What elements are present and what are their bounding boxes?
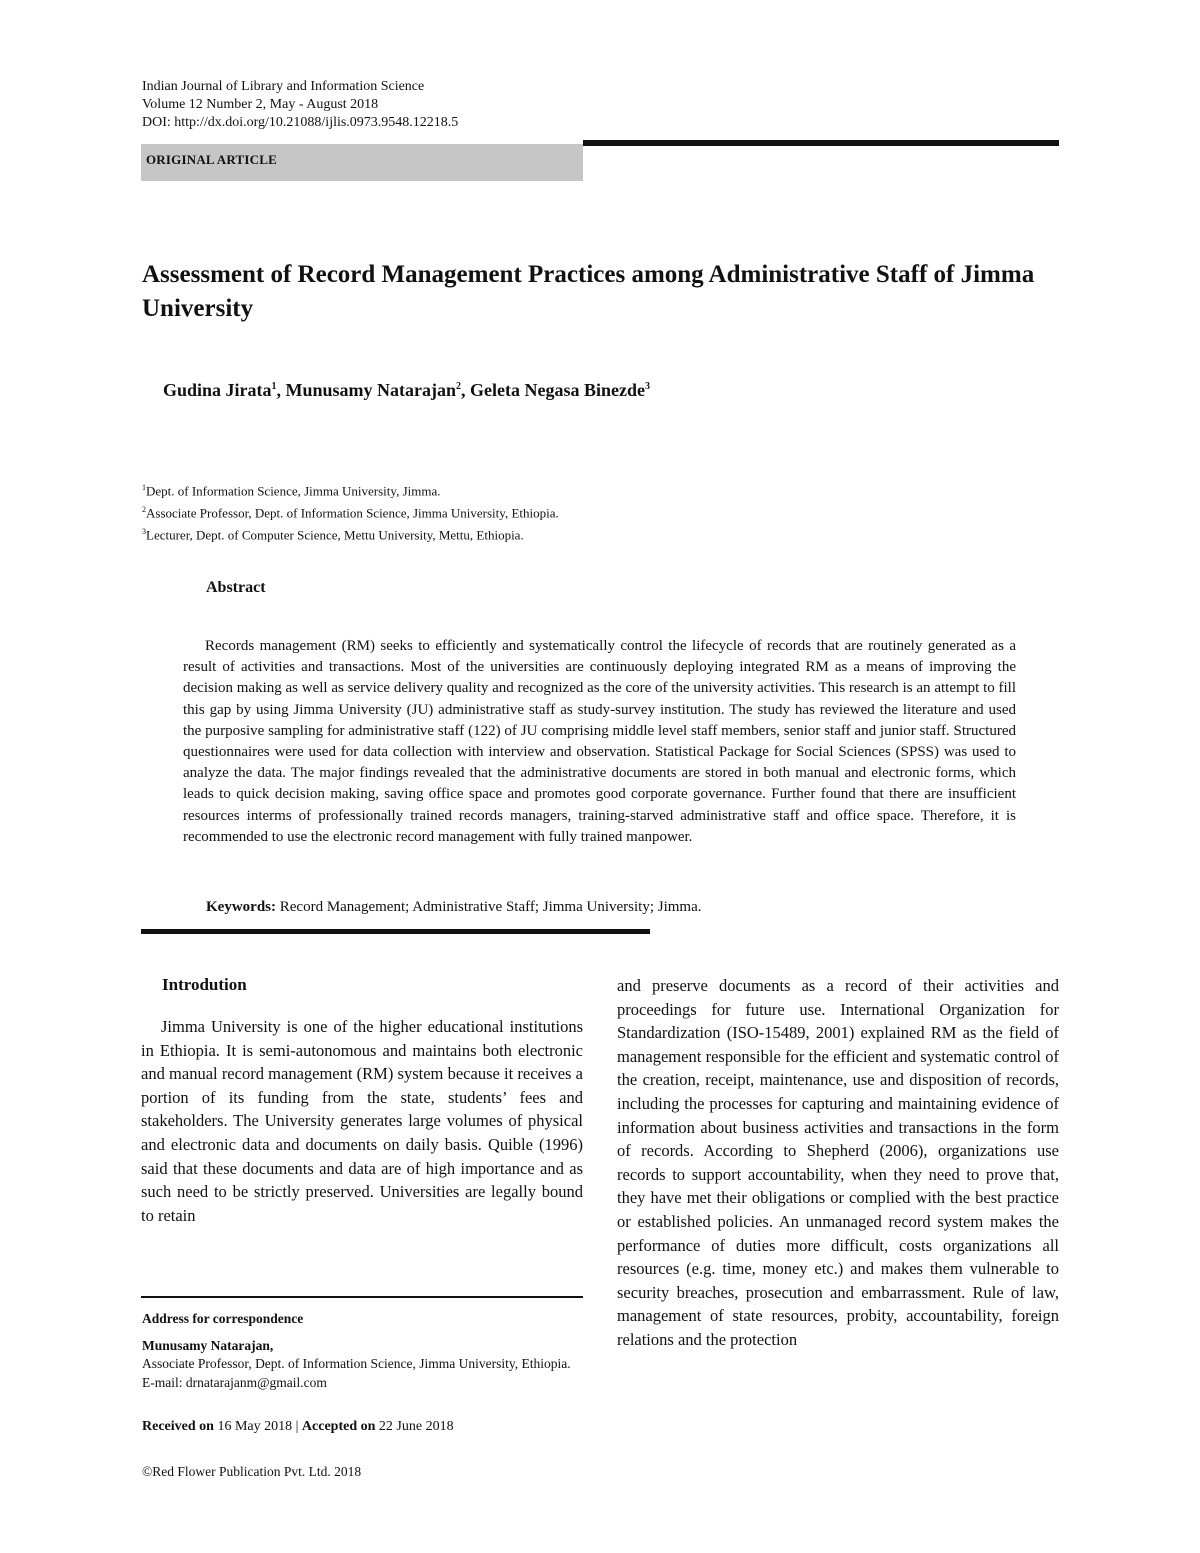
article-type-banner bbox=[141, 144, 583, 181]
intro-heading: Introdution bbox=[162, 975, 247, 994]
correspondence-name: Munusamy Natarajan, bbox=[142, 1337, 274, 1353]
author-list bbox=[163, 380, 650, 401]
affiliations bbox=[142, 479, 559, 544]
keywords bbox=[206, 899, 702, 916]
accepted-date: 22 June 2018 bbox=[378, 1419, 454, 1434]
abstract-heading: Abstract bbox=[206, 579, 266, 596]
abstract-rule bbox=[141, 929, 650, 934]
date-separator: | bbox=[295, 1419, 299, 1434]
affiliation-mark: 2 bbox=[142, 504, 146, 514]
copyright-notice: ©Red Flower Publication Pvt. Ltd. 2018 bbox=[142, 1464, 362, 1479]
affiliation-text: Dept. of Information Science, Jimma University, Jimma. bbox=[146, 483, 441, 499]
author-separator: , bbox=[461, 380, 471, 400]
accepted-label: Accepted on bbox=[301, 1419, 376, 1434]
intro-column-right: and preserve documents as a record of their activities and proceedings for future use. International Organization for Standardization (ISO-15489, 2001) explained RM as the field of management responsible for the efficient and systematic control of the creation, receipt, maintenance, use and disposition of records, including the processes for capturing and maintaining evidence of information about business activities and transactions in the form of records. According to Shepherd (2006), organizations use records to support accountability, when they need to prove that, they have met their obligations or complied with the best practice or established policies. An unmanaged record system makes the performance of duties more difficult, costs organizations all resources (e.g. time, money etc.) and makes them vulnerable to security breaches, prosecution and embarrassment. Rule of law, management of state resources, probity, accountability, foreign relations and the protection bbox=[617, 976, 1059, 1349]
correspondence-address: Associate Professor, Dept. of Information Science, Jimma University, Ethiopia. bbox=[142, 1356, 571, 1371]
journal-doi[interactable]: DOI: http://dx.doi.org/10.21088/ijlis.0973.9548.12218.5 bbox=[142, 115, 459, 130]
keywords-label: Keywords: bbox=[206, 899, 276, 915]
author-affil-mark: 3 bbox=[645, 381, 651, 392]
journal-name: Indian Journal of Library and Information Science bbox=[142, 79, 425, 94]
abstract-text: Records management (RM) seeks to efficiently and systematically control the lifecycle of records that are routinely generated as a result of activities and transactions. Most of the universities are continuously deploying integrated RM as a means of improving the decision making as well as service delivery quality and recognized as the core of the university activities. This research is an attempt to fill this gap by using Jimma University (JU) administrative staff as study-survey institution. The study has reviewed the literature and used the purposive sampling for administrative staff (122) of JU comprising middle level staff members, senior staff and junior staff. Structured questionnaires were used for data collection with interview and observation. Statistical Package for Social Sciences (SPSS) was used to analyze the data. The major findings revealed that the administrative documents are stored in both manual and electronic forms, which leads to quick decision making, saving office space and promotes good corporate governance. Further found that there are insufficient resources interms of professionally trained records managers, training-starved administrative staff and office space. Therefore, it is recommended to use the electronic record management with fully trained manpower. bbox=[183, 638, 1016, 845]
paper-title: Assessment of Record Management Practices among Administrative Staff of Jimma University bbox=[142, 261, 1035, 322]
affiliation-item bbox=[142, 479, 559, 501]
received-label: Received on bbox=[142, 1419, 214, 1434]
author-affil-mark: 1 bbox=[271, 381, 277, 392]
article-type-label: ORIGINAL ARTICLE bbox=[146, 152, 277, 167]
author-affil-mark: 2 bbox=[456, 381, 462, 392]
keywords-list: Record Management; Administrative Staff; Jimma University; Jimma. bbox=[279, 899, 702, 915]
journal-volume: Volume 12 Number 2, May - August 2018 bbox=[142, 97, 379, 112]
article-dates bbox=[142, 1419, 454, 1435]
affiliation-text: Associate Professor, Dept. of Information Science, Jimma University, Ethiopia. bbox=[146, 505, 559, 521]
affiliation-item bbox=[142, 523, 559, 545]
correspondence-rule bbox=[141, 1296, 583, 1298]
correspondence-email[interactable]: E-mail: drnatarajanm@gmail.com bbox=[142, 1374, 327, 1390]
header-rule bbox=[583, 140, 1059, 146]
affiliation-mark: 1 bbox=[142, 483, 146, 492]
affiliation-item bbox=[142, 501, 559, 523]
author-name: Gudina Jirata bbox=[163, 380, 272, 400]
correspondence-heading: Address for correspondence bbox=[142, 1311, 304, 1326]
author-name: Geleta Negasa Binezde bbox=[470, 380, 646, 400]
correspondence-block bbox=[142, 1310, 584, 1392]
intro-column-left: Jimma University is one of the higher educational institutions in Ethiopia. It is semi-autonomous and maintains both electronic and manual record management (RM) system because it receives a portion of its funding from the state, students’ fees and stakeholders. The University generates large volumes of physical and electronic data and documents on daily basis. Quible (1996) said that these documents and data are of high importance and as such need to be strictly preserved. Universities are legally bound to retain bbox=[141, 1017, 583, 1225]
author-separator: , bbox=[276, 380, 286, 400]
affiliation-text: Lecturer, Dept. of Computer Science, Mettu University, Mettu, Ethiopia. bbox=[146, 526, 524, 542]
author-name: Munusamy Natarajan bbox=[285, 380, 457, 400]
journal-header bbox=[142, 78, 458, 132]
affiliation-mark: 3 bbox=[142, 526, 146, 536]
received-date: 16 May 2018 bbox=[217, 1419, 293, 1434]
